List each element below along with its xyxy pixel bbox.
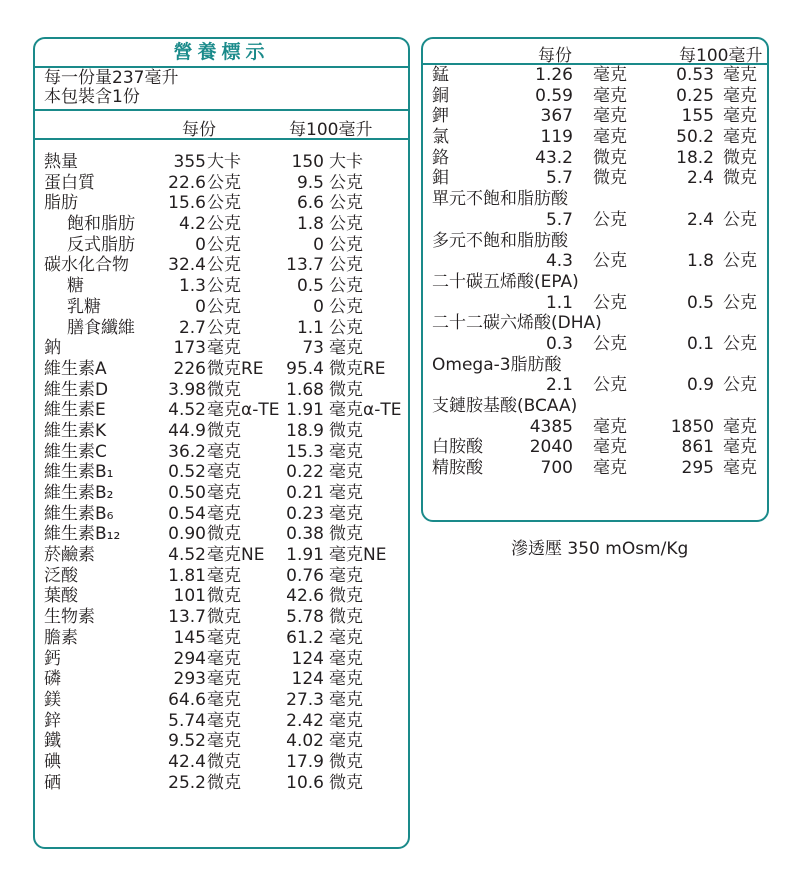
table-row (35, 442, 408, 463)
unit-per-100ml: 毫克 (329, 731, 363, 752)
table-row (35, 255, 408, 276)
unit-per-100ml: 毫克 (723, 416, 757, 437)
unit-per-serving: 微克RE (207, 358, 264, 379)
table-row (35, 400, 408, 421)
unit-per-serving: 微克 (207, 751, 241, 772)
table-row (35, 731, 408, 752)
nutrient-name: 錳 (432, 65, 449, 85)
value-per-100ml: 9.5 (296, 172, 324, 193)
value-per-100ml: 5.78 (286, 607, 324, 628)
unit-per-100ml: 公克 (723, 333, 757, 354)
table-row (423, 189, 767, 210)
unit-per-100ml: 毫克 (329, 565, 363, 586)
table-row (35, 297, 408, 318)
unit-per-100ml: 毫克 (723, 127, 757, 148)
col-per-serving: 每份 (182, 120, 216, 140)
value-per-serving: 3.98 (168, 379, 206, 400)
unit-per-serving: 毫克 (207, 338, 241, 359)
table-row (35, 152, 408, 173)
nutrient-name: 鉻 (432, 147, 449, 168)
unit-per-100ml: 微克 (329, 524, 363, 545)
unit-per-100ml: 微克 (723, 147, 757, 168)
nutrient-name: 氯 (432, 127, 449, 148)
nutrient-name: 菸鹼素 (44, 545, 95, 566)
value-per-serving: 22.6 (168, 172, 206, 193)
nutrient-name: 鉬 (432, 168, 449, 189)
nutrient-name: 膽素 (44, 627, 78, 648)
nutrient-name: 維生素K (44, 420, 107, 441)
value-per-serving: 25.2 (168, 772, 206, 793)
table-row (423, 148, 767, 169)
value-per-100ml: 0.22 (286, 462, 324, 483)
nutrient-name: 鋅 (44, 710, 61, 731)
value-per-100ml: 1.8 (296, 214, 324, 235)
value-per-100ml: 42.6 (286, 586, 324, 607)
table-row (35, 359, 408, 380)
nutrient-name: 蛋白質 (44, 172, 95, 193)
unit-per-100ml: 毫克 (723, 85, 757, 106)
value-per-serving: 0.54 (168, 503, 206, 524)
unit-per-100ml: 毫克 (329, 627, 363, 648)
panel-title: 營養標示 (35, 39, 408, 68)
table-row (35, 235, 408, 256)
unit-per-serving: 微克 (593, 168, 627, 189)
nutrient-name: 單元不飽和脂肪酸 (432, 189, 568, 210)
value-per-serving: 700 (540, 458, 573, 479)
value-per-100ml: 155 (681, 106, 714, 127)
unit-per-100ml: 公克 (329, 193, 363, 214)
table-row (35, 649, 408, 670)
value-per-100ml: 0.9 (686, 375, 714, 396)
unit-per-100ml: 公克 (723, 251, 757, 272)
unit-per-100ml: 公克 (329, 296, 363, 317)
table-row (423, 375, 767, 396)
table-row (35, 566, 408, 587)
value-per-serving: 101 (173, 586, 206, 607)
value-per-100ml: 0.1 (686, 333, 714, 354)
table-row (423, 313, 767, 334)
value-per-serving: 4.52 (168, 400, 206, 421)
unit-per-100ml: 毫克 (329, 483, 363, 503)
unit-per-serving: 毫克 (207, 627, 241, 648)
nutrient-name: 碘 (44, 751, 61, 772)
nutrient-list (423, 65, 767, 479)
unit-per-100ml: 毫克 (723, 65, 757, 85)
table-row (423, 231, 767, 252)
col-per-serving: 每份 (538, 46, 572, 66)
table-row (35, 773, 408, 794)
unit-per-100ml: 毫克 (329, 503, 363, 524)
value-per-100ml: 15.3 (286, 441, 324, 462)
value-per-serving: 0.3 (545, 333, 573, 354)
unit-per-100ml: 毫克 (329, 648, 363, 669)
value-per-100ml: 73 (302, 338, 324, 359)
value-per-100ml: 0 (313, 296, 324, 317)
nutrient-name: 糖 (67, 276, 84, 297)
nutrient-name: 碳水化合物 (44, 255, 129, 276)
value-per-serving: 4.2 (178, 214, 206, 235)
value-per-serving: 145 (173, 627, 206, 648)
value-per-serving: 13.7 (168, 607, 206, 628)
table-row (35, 173, 408, 194)
unit-per-serving: 毫克 (207, 710, 241, 731)
nutrient-name: 維生素A (44, 358, 107, 379)
nutrient-name: 鎂 (44, 689, 61, 710)
table-row (35, 421, 408, 442)
value-per-serving: 36.2 (168, 441, 206, 462)
value-per-100ml: 0.76 (286, 565, 324, 586)
nutrition-continued-panel (421, 37, 769, 522)
value-per-serving: 0.90 (168, 524, 206, 545)
value-per-100ml: 124 (291, 669, 324, 690)
unit-per-serving: 公克 (593, 375, 627, 396)
table-row (35, 524, 408, 545)
unit-per-serving: 毫克 (207, 503, 241, 524)
value-per-100ml: 18.9 (286, 420, 324, 441)
value-per-serving: 4.3 (545, 251, 573, 272)
unit-per-100ml: 微克 (329, 586, 363, 607)
value-per-serving: 293 (173, 669, 206, 690)
unit-per-100ml: 毫克 (723, 458, 757, 479)
unit-per-100ml: 公克 (723, 292, 757, 313)
unit-per-serving: 公克 (207, 234, 241, 255)
value-per-100ml: 1.91 (286, 400, 324, 421)
unit-per-100ml: 微克 (329, 772, 363, 793)
unit-per-100ml: 微克 (329, 751, 363, 772)
unit-per-100ml: 公克 (329, 214, 363, 235)
unit-per-serving: 公克 (207, 296, 241, 317)
value-per-serving: 0.50 (168, 483, 206, 503)
unit-per-serving: 公克 (207, 214, 241, 235)
value-per-100ml: 0.25 (676, 85, 714, 106)
value-per-serving: 64.6 (168, 689, 206, 710)
nutrient-name: 維生素E (44, 400, 106, 421)
unit-per-100ml: 毫克 (329, 689, 363, 710)
value-per-100ml: 2.4 (686, 168, 714, 189)
serving-size: 每一份量237毫升 (44, 68, 179, 88)
unit-per-100ml: 公克 (723, 209, 757, 230)
nutrient-name: 泛酸 (44, 565, 78, 586)
unit-per-serving: 公克 (207, 255, 241, 276)
value-per-100ml: 0.23 (286, 503, 324, 524)
nutrient-name: 葉酸 (44, 586, 78, 607)
value-per-serving: 367 (540, 106, 573, 127)
value-per-100ml: 61.2 (286, 627, 324, 648)
value-per-serving: 4.52 (168, 545, 206, 566)
value-per-serving: 1.1 (545, 292, 573, 313)
unit-per-100ml: 公克 (329, 276, 363, 297)
value-per-serving: 44.9 (168, 420, 206, 441)
value-per-100ml: 861 (681, 437, 714, 458)
unit-per-100ml: 大卡 (329, 152, 363, 172)
value-per-serving: 294 (173, 648, 206, 669)
value-per-100ml: 4.02 (286, 731, 324, 752)
nutrient-name: 支鏈胺基酸(BCAA) (432, 396, 578, 416)
unit-per-serving: 毫克 (207, 565, 241, 586)
value-per-100ml: 0 (313, 234, 324, 255)
table-row (35, 711, 408, 732)
table-row (35, 607, 408, 628)
unit-per-100ml: 公克 (329, 255, 363, 276)
unit-per-serving: 微克 (207, 772, 241, 793)
nutrient-name: 脂肪 (44, 193, 78, 214)
unit-per-serving: 大卡 (207, 152, 241, 172)
col-per-100ml: 每100毫升 (679, 46, 763, 66)
value-per-100ml: 1850 (670, 416, 714, 437)
value-per-100ml: 6.6 (296, 193, 324, 214)
value-per-100ml: 1.1 (296, 317, 324, 338)
nutrient-name: 維生素D (44, 379, 109, 400)
table-row (423, 396, 767, 417)
unit-per-serving: 毫克NE (207, 545, 265, 566)
nutrient-list (35, 140, 408, 793)
table-row (35, 318, 408, 339)
value-per-100ml: 95.4 (286, 358, 324, 379)
nutrient-name: 鉀 (432, 106, 449, 127)
value-per-serving: 0.59 (535, 85, 573, 106)
unit-per-serving: 公克 (207, 172, 241, 193)
table-row (423, 168, 767, 189)
nutrient-name: 維生素B₆ (44, 503, 114, 524)
unit-per-100ml: 公克 (329, 234, 363, 255)
table-row (35, 214, 408, 235)
nutrition-label-panel (33, 37, 410, 849)
nutrient-name: 生物素 (44, 607, 95, 628)
unit-per-100ml: 公克 (329, 172, 363, 193)
nutrient-name: 鈣 (44, 648, 61, 669)
unit-per-serving: 公克 (207, 317, 241, 338)
unit-per-100ml: 公克 (329, 317, 363, 338)
unit-per-serving: 毫克 (593, 437, 627, 458)
table-row (423, 86, 767, 107)
unit-per-serving: 微克 (207, 607, 241, 628)
value-per-100ml: 50.2 (676, 127, 714, 148)
unit-per-100ml: 毫克 (723, 106, 757, 127)
unit-per-serving: 毫克 (593, 85, 627, 106)
nutrient-name: 維生素C (44, 441, 107, 462)
value-per-100ml: 1.91 (286, 545, 324, 566)
value-per-serving: 43.2 (535, 147, 573, 168)
table-row (35, 690, 408, 711)
unit-per-100ml: 毫克 (723, 437, 757, 458)
nutrient-name: Omega-3脂肪酸 (432, 354, 562, 375)
table-row (423, 127, 767, 148)
table-row (35, 276, 408, 297)
nutrient-name: 二十碳五烯酸(EPA) (432, 271, 579, 292)
value-per-serving: 5.74 (168, 710, 206, 731)
column-header (423, 39, 767, 65)
value-per-serving: 0 (195, 296, 206, 317)
table-row (35, 462, 408, 483)
value-per-serving: 1.81 (168, 565, 206, 586)
unit-per-serving: 毫克α-TE (207, 400, 280, 421)
value-per-serving: 173 (173, 338, 206, 359)
value-per-serving: 4385 (529, 416, 573, 437)
table-row (423, 417, 767, 438)
unit-per-serving: 毫克 (593, 458, 627, 479)
unit-per-100ml: 毫克 (329, 710, 363, 731)
unit-per-serving: 毫克 (207, 483, 241, 503)
nutrient-name: 白胺酸 (432, 437, 483, 458)
unit-per-serving: 公克 (593, 292, 627, 313)
table-row (35, 504, 408, 525)
unit-per-serving: 公克 (593, 333, 627, 354)
nutrient-name: 反式脂肪 (67, 234, 135, 255)
table-row (35, 380, 408, 401)
value-per-100ml: 18.2 (676, 147, 714, 168)
table-row (423, 210, 767, 231)
nutrient-name: 飽和脂肪 (67, 214, 135, 235)
value-per-100ml: 295 (681, 458, 714, 479)
value-per-serving: 15.6 (168, 193, 206, 214)
table-row (423, 106, 767, 127)
value-per-100ml: 27.3 (286, 689, 324, 710)
unit-per-serving: 微克 (207, 379, 241, 400)
table-row (423, 293, 767, 314)
table-row (35, 193, 408, 214)
nutrient-name: 精胺酸 (432, 458, 483, 479)
column-header (35, 109, 408, 140)
unit-per-serving: 毫克 (207, 689, 241, 710)
value-per-100ml: 0.53 (676, 65, 714, 85)
table-row (35, 628, 408, 649)
nutrient-name: 鐵 (44, 731, 61, 752)
value-per-100ml: 2.4 (686, 209, 714, 230)
nutrient-name: 鈉 (44, 338, 61, 359)
value-per-100ml: 17.9 (286, 751, 324, 772)
value-per-100ml: 124 (291, 648, 324, 669)
nutrient-name: 硒 (44, 772, 61, 793)
unit-per-serving: 微克 (207, 524, 241, 545)
value-per-serving: 5.7 (545, 209, 573, 230)
unit-per-100ml: 微克 (329, 379, 363, 400)
unit-per-100ml: 微克 (723, 168, 757, 189)
value-per-serving: 2.1 (545, 375, 573, 396)
nutrient-name: 熱量 (44, 152, 78, 172)
unit-per-serving: 微克 (207, 420, 241, 441)
osmolality-note: 滲透壓 350 mOsm/Kg (511, 539, 689, 559)
unit-per-100ml: 毫克α-TE (329, 400, 402, 421)
value-per-100ml: 2.42 (286, 710, 324, 731)
value-per-serving: 0.52 (168, 462, 206, 483)
table-row (35, 669, 408, 690)
unit-per-serving: 公克 (207, 276, 241, 297)
nutrient-name: 維生素B₁ (44, 462, 114, 483)
unit-per-serving: 毫克 (207, 462, 241, 483)
unit-per-100ml: 公克 (723, 375, 757, 396)
value-per-100ml: 0.5 (686, 292, 714, 313)
value-per-100ml: 150 (291, 152, 324, 172)
nutrient-name: 磷 (44, 669, 61, 690)
nutrient-name: 維生素B₂ (44, 483, 114, 503)
unit-per-100ml: 毫克 (329, 338, 363, 359)
nutrient-name: 乳糖 (67, 296, 101, 317)
nutrient-name: 多元不飽和脂肪酸 (432, 230, 568, 251)
unit-per-100ml: 毫克 (329, 462, 363, 483)
nutrient-name: 二十二碳六烯酸(DHA) (432, 313, 602, 334)
table-row (423, 355, 767, 376)
unit-per-serving: 微克 (593, 147, 627, 168)
unit-per-serving: 公克 (207, 193, 241, 214)
unit-per-serving: 毫克 (207, 441, 241, 462)
value-per-100ml: 1.68 (286, 379, 324, 400)
unit-per-serving: 毫克 (593, 416, 627, 437)
value-per-serving: 1.3 (178, 276, 206, 297)
value-per-serving: 2040 (529, 437, 573, 458)
unit-per-serving: 毫克 (207, 669, 241, 690)
table-row (35, 545, 408, 566)
table-row (423, 272, 767, 293)
unit-per-serving: 毫克 (593, 106, 627, 127)
nutrient-name: 銅 (432, 85, 449, 106)
value-per-serving: 9.52 (168, 731, 206, 752)
unit-per-100ml: 毫克 (329, 441, 363, 462)
unit-per-serving: 微克 (207, 586, 241, 607)
value-per-serving: 0 (195, 234, 206, 255)
unit-per-100ml: 微克RE (329, 358, 386, 379)
value-per-serving: 42.4 (168, 751, 206, 772)
value-per-serving: 226 (173, 358, 206, 379)
value-per-100ml: 13.7 (286, 255, 324, 276)
unit-per-100ml: 微克 (329, 420, 363, 441)
unit-per-serving: 毫克 (207, 731, 241, 752)
value-per-serving: 2.7 (178, 317, 206, 338)
value-per-serving: 355 (173, 152, 206, 172)
servings-per-package: 本包裝含1份 (44, 87, 140, 107)
value-per-100ml: 0.38 (286, 524, 324, 545)
unit-per-100ml: 毫克NE (329, 545, 387, 566)
table-row (423, 458, 767, 479)
table-row (35, 483, 408, 504)
unit-per-serving: 公克 (593, 209, 627, 230)
nutrient-name: 維生素B₁₂ (44, 524, 121, 545)
unit-per-serving: 毫克 (593, 127, 627, 148)
unit-per-serving: 公克 (593, 251, 627, 272)
unit-per-100ml: 毫克 (329, 669, 363, 690)
value-per-serving: 119 (540, 127, 573, 148)
value-per-serving: 32.4 (168, 255, 206, 276)
table-row (423, 437, 767, 458)
value-per-100ml: 1.8 (686, 251, 714, 272)
unit-per-serving: 毫克 (593, 65, 627, 85)
unit-per-serving: 毫克 (207, 648, 241, 669)
nutrient-name: 膳食纖維 (67, 317, 135, 338)
col-per-100ml: 每100毫升 (289, 120, 373, 140)
table-row (423, 334, 767, 355)
value-per-100ml: 10.6 (286, 772, 324, 793)
unit-per-100ml: 微克 (329, 607, 363, 628)
table-row (35, 752, 408, 773)
value-per-100ml: 0.5 (296, 276, 324, 297)
table-row (423, 65, 767, 86)
value-per-serving: 1.26 (535, 65, 573, 85)
table-row (423, 251, 767, 272)
table-row (35, 586, 408, 607)
value-per-serving: 5.7 (545, 168, 573, 189)
value-per-100ml: 0.21 (286, 483, 324, 503)
table-row (35, 338, 408, 359)
